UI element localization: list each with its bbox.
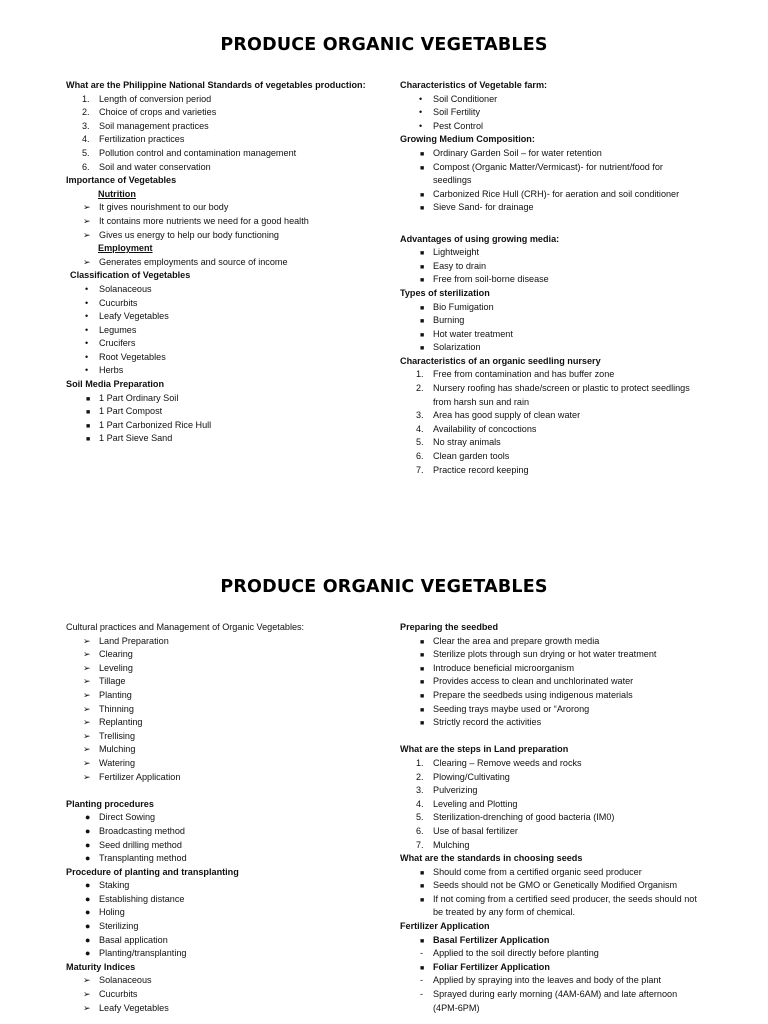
square-bullet-icon: ■ <box>420 205 425 213</box>
square-bullet-icon: ■ <box>420 331 425 339</box>
square-bullet-icon: ■ <box>86 409 91 417</box>
list-item: ■ Sieve Sand- for drainage <box>400 201 700 215</box>
square-bullet-icon: ■ <box>86 436 91 444</box>
list-item: 6. Clean garden tools <box>416 451 510 462</box>
dot-bullet-icon: • <box>419 107 423 118</box>
list-item: ■ Lightweight <box>400 246 700 260</box>
list-item: 2. Nursery roofing has shade/screen or plastic to protect seedlings from harsh sun and rain <box>416 383 690 407</box>
list-item: ● Establishing distance <box>66 893 366 907</box>
list-item: 4. Fertilization practices <box>82 134 185 145</box>
list-item: ■ Introduce beneficial microorganism <box>400 662 700 676</box>
seedbed-heading: Preparing the seedbed <box>400 622 499 632</box>
list-item: ■ If not coming from a certified seed producer, the seeds should not be treated by any form of chemical. <box>420 893 697 918</box>
list-item: ● Planting/transplanting <box>66 947 366 961</box>
list-item: ● Transplanting method <box>66 852 366 866</box>
list-item: ➢ Tillage <box>66 675 366 689</box>
list-item: ● Holing <box>66 906 366 920</box>
fertilizer-heading: Fertilizer Application <box>400 921 490 932</box>
square-bullet-icon: ■ <box>420 692 425 700</box>
employment-label: Employment <box>98 243 153 254</box>
seedbed-list <box>400 635 700 730</box>
square-bullet-icon: ■ <box>420 720 425 728</box>
employment-list <box>66 256 366 270</box>
arrow-bullet-icon: ➢ <box>83 229 91 240</box>
growing-heading: Growing Medium Composition: <box>400 134 535 145</box>
arrow-bullet-icon: ➢ <box>83 215 91 226</box>
list-item: ■ Hot water treatment <box>400 328 700 342</box>
list-item: ■ Basal Fertilizer Application <box>400 934 700 948</box>
list-item: ■ 1 Part Carbonized Rice Hull <box>66 419 366 433</box>
arrow-bullet-icon: ➢ <box>83 975 91 986</box>
list-item: ■ Sterilize plots through sun drying or hot water treatment <box>400 648 700 662</box>
soil-media-heading: Soil Media Preparation <box>66 379 165 390</box>
list-item: 7. Mulching <box>416 839 470 850</box>
list-item: ➢ Planting <box>66 689 366 703</box>
steps-heading: What are the steps in Land preparation <box>400 744 569 755</box>
arrow-bullet-icon: ➢ <box>83 202 91 213</box>
soil-media-list <box>66 392 366 446</box>
square-bullet-icon: ■ <box>420 652 425 660</box>
list-item: ■ Seeds should not be GMO or Genetically Modified Organism <box>400 879 700 893</box>
list-item: 5. No stray animals <box>416 437 501 448</box>
importance-heading: Importance of Vegetables <box>66 175 177 186</box>
seeds-heading: What are the standards in choosing seeds <box>400 853 583 864</box>
list-item: ● Staking <box>66 879 366 893</box>
dot-bullet-icon: ● <box>85 907 91 918</box>
page2-right-column <box>400 621 700 1015</box>
list-item: ■ Prepare the seedbeds using indigenous materials <box>400 689 700 703</box>
dot-bullet-icon: ● <box>85 853 91 864</box>
dot-bullet-icon: ● <box>85 921 91 932</box>
list-item: ■ Free from soil-borne disease <box>400 273 700 287</box>
list-item: • Pest Control <box>400 120 700 134</box>
nursery-heading: Characteristics of an organic seedling nursery <box>400 355 601 366</box>
square-bullet-icon: ■ <box>420 345 425 353</box>
dot-bullet-icon: ● <box>85 812 91 823</box>
list-item: ■ Foliar Fertilizer Application <box>400 961 700 975</box>
list-item: ■ Provides access to clean and unchlorinated water <box>400 675 700 689</box>
list-item: ■ 1 Part Sieve Sand <box>66 432 366 446</box>
planting-list <box>66 811 366 865</box>
list-item: 1. Free from contamination and has buffer zone <box>416 369 615 380</box>
square-bullet-icon: ■ <box>420 869 425 877</box>
classification-heading: Classification of Vegetables <box>70 270 191 281</box>
arrow-bullet-icon: ➢ <box>83 662 91 673</box>
farm-list <box>400 93 700 134</box>
square-bullet-icon: ■ <box>420 638 425 646</box>
dot-bullet-icon: • <box>85 311 89 322</box>
list-item: • Cucurbits <box>66 297 366 311</box>
list-item: ■ Carbonized Rice Hull (CRH)- for aeration and soil conditioner <box>400 188 700 202</box>
list-item: 7. Practice record keeping <box>416 464 529 475</box>
list-item: ➢ Watering <box>66 757 366 771</box>
square-bullet-icon: ■ <box>420 164 425 172</box>
list-item: ■ Compost (Organic Matter/Vermicast)- for nutrient/food for seedlings <box>420 161 663 186</box>
arrow-bullet-icon: ➢ <box>83 1002 91 1013</box>
arrow-bullet-icon: ➢ <box>83 256 91 267</box>
sterilization-heading: Types of sterilization <box>400 287 490 298</box>
list-item: ➢ Leafy Vegetables <box>66 1002 366 1016</box>
pns-list <box>66 93 366 175</box>
list-item: ➢ Leveling <box>66 662 366 676</box>
steps-list <box>400 757 700 852</box>
list-item: ● Sterilizing <box>66 920 366 934</box>
classification-list <box>66 283 366 378</box>
list-item: ➢ Land Preparation <box>66 635 366 649</box>
square-bullet-icon: ■ <box>420 318 425 326</box>
list-item: ● Basal application <box>66 934 366 948</box>
page-title: PRODUCE ORGANIC VEGETABLES <box>220 35 548 55</box>
list-item: ➢ Generates employments and source of income <box>66 256 366 270</box>
dot-bullet-icon: • <box>85 324 89 335</box>
arrow-bullet-icon: ➢ <box>83 989 91 1000</box>
list-item: 4. Availability of concoctions <box>416 423 537 434</box>
page-title: PRODUCE ORGANIC VEGETABLES <box>220 577 548 597</box>
square-bullet-icon: ■ <box>420 250 425 258</box>
list-item: ● Direct Sowing <box>66 811 366 825</box>
list-item: 3. Area has good supply of clean water <box>416 410 581 421</box>
page1-right-column <box>400 79 700 477</box>
list-item: ➢ Solanaceous <box>66 974 366 988</box>
list-item: 3. Soil management practices <box>82 120 209 131</box>
list-item: • Herbs <box>66 364 366 378</box>
arrow-bullet-icon: ➢ <box>83 689 91 700</box>
list-item: ■ Bio Fumigation <box>400 301 700 315</box>
list-item: ➢ Thinning <box>66 703 366 717</box>
list-item: ➢ Mulching <box>66 743 366 757</box>
dot-bullet-icon: • <box>85 297 89 308</box>
nursery-list <box>400 368 700 477</box>
arrow-bullet-icon: ➢ <box>83 649 91 660</box>
arrow-bullet-icon: ➢ <box>83 757 91 768</box>
dot-bullet-icon: ● <box>85 839 91 850</box>
square-bullet-icon: ■ <box>420 706 425 714</box>
list-item: ➢ Trellising <box>66 730 366 744</box>
list-item: 6. Use of basal fertilizer <box>416 825 518 836</box>
dot-bullet-icon: • <box>85 338 89 349</box>
list-item: 1. Length of conversion period <box>82 93 212 104</box>
arrow-bullet-icon: ➢ <box>83 635 91 646</box>
list-item: ■ Solarization <box>400 341 700 355</box>
square-bullet-icon: ■ <box>420 896 425 904</box>
dot-bullet-icon: ● <box>85 934 91 945</box>
advantages-list <box>400 246 700 287</box>
procedure-heading: Procedure of planting and transplanting <box>66 866 239 877</box>
maturity-heading: Maturity Indices <box>66 961 136 972</box>
list-item: 2. Choice of crops and varieties <box>82 107 217 118</box>
arrow-bullet-icon: ➢ <box>83 717 91 728</box>
list-item: ➢ Gives us energy to help our body functioning <box>66 229 366 243</box>
square-bullet-icon: ■ <box>86 422 91 430</box>
square-bullet-icon: ■ <box>86 395 91 403</box>
list-item: • Legumes <box>66 324 366 338</box>
list-item: - Applied by spraying into the leaves and body of the plant <box>420 975 662 986</box>
square-bullet-icon: ■ <box>420 665 425 673</box>
list-item: 3. Pulverizing <box>416 785 478 796</box>
list-item: 5. Pollution control and contamination management <box>82 147 297 158</box>
list-item: • Soil Fertility <box>400 106 700 120</box>
square-bullet-icon: ■ <box>420 150 425 158</box>
sterilization-list <box>400 301 700 355</box>
growing-list <box>400 147 700 215</box>
arrow-bullet-icon: ➢ <box>83 744 91 755</box>
list-item: ➢ It gives nourishment to our body <box>66 201 366 215</box>
list-item: • Root Vegetables <box>66 351 366 365</box>
list-item: ➢ Replanting <box>66 716 366 730</box>
dot-bullet-icon: • <box>85 351 89 362</box>
list-item: 6. Soil and water conservation <box>82 161 211 172</box>
arrow-bullet-icon: ➢ <box>83 730 91 741</box>
procedure-list <box>66 879 366 961</box>
page2-left-column <box>66 621 366 1015</box>
square-bullet-icon: ■ <box>420 277 425 285</box>
fertilizer-list <box>400 934 700 1016</box>
farm-heading: Characteristics of Vegetable farm: <box>400 80 548 90</box>
nutrition-label: Nutrition <box>98 188 136 199</box>
list-item: ■ 1 Part Ordinary Soil <box>66 392 366 406</box>
list-item: ➢ Cucurbits <box>66 988 366 1002</box>
dot-bullet-icon: • <box>419 120 423 131</box>
list-item: • Leafy Vegetables <box>66 310 366 324</box>
list-item: - Sprayed during early morning (4AM-6AM) and late afternoon (4PM-6PM) <box>420 989 678 1013</box>
maturity-list <box>66 974 366 1015</box>
dot-bullet-icon: • <box>85 365 89 376</box>
square-bullet-icon: ■ <box>420 191 425 199</box>
list-item: ➢ It contains more nutrients we need for a good health <box>66 215 366 229</box>
dot-bullet-icon: • <box>85 283 89 294</box>
list-item: ■ Clear the area and prepare growth media <box>400 635 700 649</box>
pns-heading: What are the Philippine National Standards of vegetables production: <box>66 80 366 90</box>
list-item: - Applied to the soil directly before planting <box>420 948 599 959</box>
list-item: • Soil Conditioner <box>400 93 700 107</box>
list-item: • Crucifers <box>66 337 366 351</box>
list-item: ● Broadcasting method <box>66 825 366 839</box>
arrow-bullet-icon: ➢ <box>83 771 91 782</box>
square-bullet-icon: ■ <box>420 679 425 687</box>
cultural-list <box>66 635 366 785</box>
list-item: ➢ Fertilizer Application <box>66 771 366 785</box>
advantages-heading: Advantages of using growing media: <box>400 233 560 244</box>
dot-bullet-icon: ● <box>85 948 91 959</box>
list-item: ■ Ordinary Garden Soil – for water retention <box>400 147 700 161</box>
square-bullet-icon: ■ <box>420 937 425 945</box>
list-item: ■ 1 Part Compost <box>66 405 366 419</box>
list-item: 5. Sterilization-drenching of good bacteria (IM0) <box>416 812 615 823</box>
list-item: • Solanaceous <box>66 283 366 297</box>
list-item: ■ Easy to drain <box>400 260 700 274</box>
list-item: ■ Strictly record the activities <box>400 716 700 730</box>
square-bullet-icon: ■ <box>420 263 425 271</box>
square-bullet-icon: ■ <box>420 883 425 891</box>
list-item: ■ Burning <box>400 314 700 328</box>
square-bullet-icon: ■ <box>420 304 425 312</box>
square-bullet-icon: ■ <box>420 964 425 972</box>
list-item: 2. Plowing/Cultivating <box>416 771 510 782</box>
dot-bullet-icon: • <box>419 93 423 104</box>
dot-bullet-icon: ● <box>85 893 91 904</box>
list-item: 1. Clearing – Remove weeds and rocks <box>416 757 582 768</box>
planting-heading: Planting procedures <box>66 798 154 809</box>
list-item: ■ Should come from a certified organic seed producer <box>400 866 700 880</box>
page1-left-column <box>66 79 366 446</box>
arrow-bullet-icon: ➢ <box>83 676 91 687</box>
dot-bullet-icon: ● <box>85 825 91 836</box>
list-item: 4. Leveling and Plotting <box>416 798 518 809</box>
arrow-bullet-icon: ➢ <box>83 703 91 714</box>
list-item: ● Seed drilling method <box>66 839 366 853</box>
list-item: ➢ Clearing <box>66 648 366 662</box>
cultural-heading: Cultural practices and Management of Organic Vegetables: <box>66 622 305 632</box>
seeds-list <box>400 866 700 920</box>
list-item: ■ Seeding trays maybe used or “Arorong <box>400 703 700 717</box>
dot-bullet-icon: ● <box>85 880 91 891</box>
nutrition-list <box>66 201 366 242</box>
